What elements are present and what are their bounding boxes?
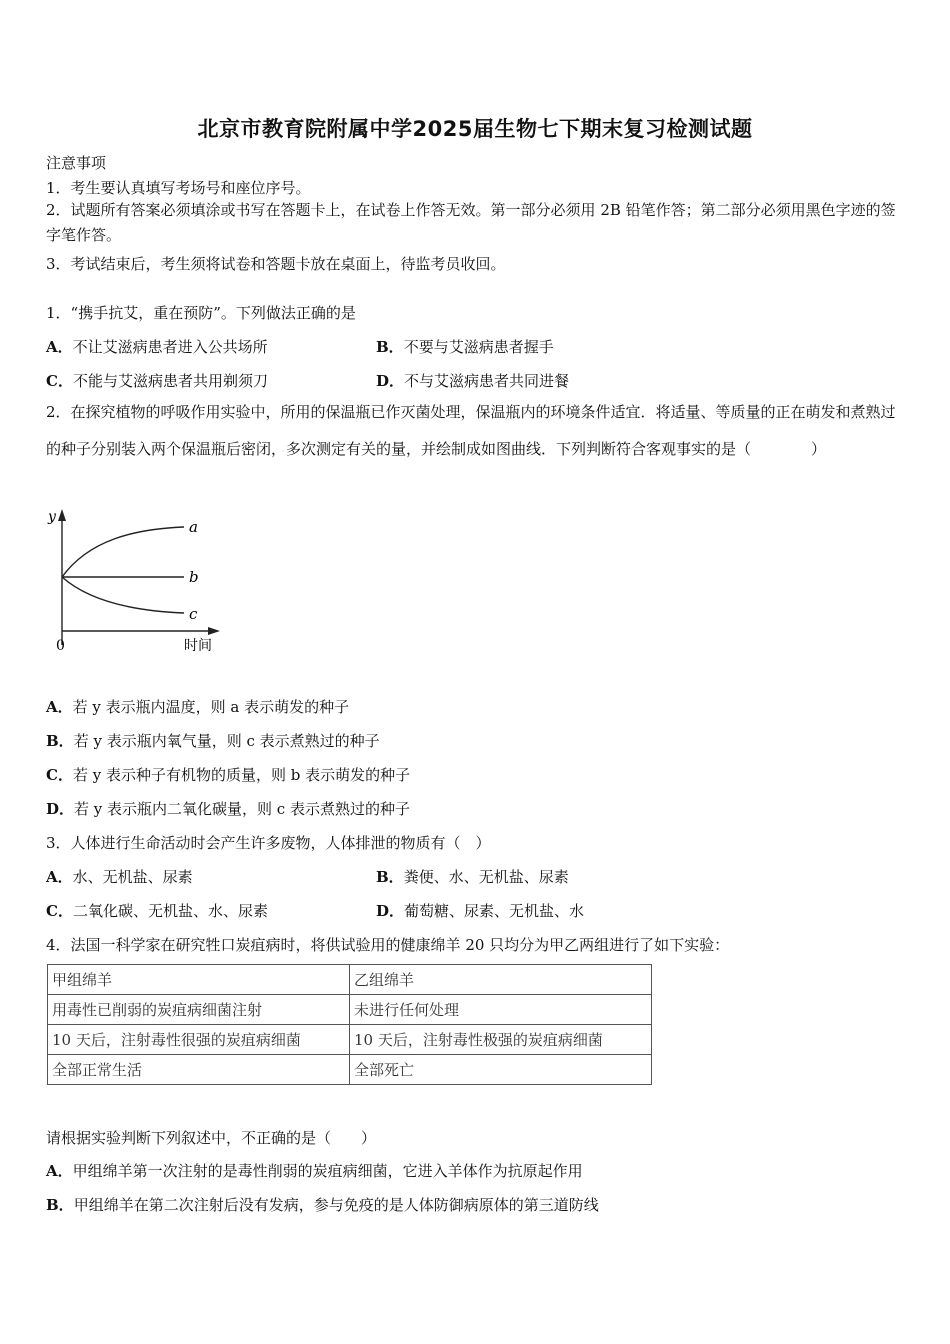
option-label: C． bbox=[46, 902, 73, 920]
notice-item-2: 2．试题所有答案必须填涂或书写在答题卡上，在试卷上作答无效。第一部分必须用 2B 铅笔作答；第二部分必须用黑色字迹的签字笔作答。 bbox=[46, 201, 896, 244]
table-cell: 甲组绵羊 bbox=[48, 965, 350, 995]
table-row bbox=[48, 1055, 652, 1085]
option-text: 不让艾滋病患者进入公共场所 bbox=[72, 338, 268, 356]
option-label: B． bbox=[46, 732, 74, 750]
table-cell: 乙组绵羊 bbox=[350, 965, 652, 995]
q4-experiment-table bbox=[47, 964, 652, 1085]
q4-option-b bbox=[46, 1194, 599, 1215]
table-cell: 未进行任何处理 bbox=[350, 995, 652, 1025]
option-label: A． bbox=[46, 338, 73, 356]
option-label: B． bbox=[376, 868, 404, 886]
q3-stem: 3．人体进行生命活动时会产生许多废物，人体排泄的物质有（ ） bbox=[46, 834, 491, 852]
option-text: 甲组绵羊在第二次注射后没有发病，参与免疫的是人体防御病原体的第三道防线 bbox=[73, 1196, 599, 1214]
q3-option-b bbox=[376, 866, 569, 887]
notice-item-1: 1．考生要认真填写考场号和座位序号。 bbox=[46, 179, 311, 197]
table-cell: 用毒性已削弱的炭疽病细菌注射 bbox=[48, 995, 350, 1025]
option-text: 若 y 表示瓶内温度，则 a 表示萌发的种子 bbox=[72, 698, 350, 716]
option-text: 水、无机盐、尿素 bbox=[72, 868, 193, 886]
option-label: C． bbox=[46, 766, 73, 784]
q3-option-a bbox=[46, 866, 193, 887]
option-label: D． bbox=[46, 800, 75, 818]
table-cell: 全部死亡 bbox=[350, 1055, 652, 1085]
table-cell: 全部正常生活 bbox=[48, 1055, 350, 1085]
curve-a-label: a bbox=[189, 518, 198, 536]
q2-option-d bbox=[46, 798, 410, 819]
option-text: 粪便、水、无机盐、尿素 bbox=[403, 868, 569, 886]
option-text: 二氧化碳、无机盐、水、尿素 bbox=[72, 902, 268, 920]
q2-option-c bbox=[46, 764, 410, 785]
option-label: A． bbox=[46, 698, 73, 716]
option-label: A． bbox=[46, 1162, 73, 1180]
option-text: 不能与艾滋病患者共用剃须刀 bbox=[72, 372, 268, 390]
table-row bbox=[48, 995, 652, 1025]
notice-heading: 注意事项 bbox=[46, 154, 107, 172]
option-label: B． bbox=[46, 1196, 74, 1214]
q2-stem: 2．在探究植物的呼吸作用实验中，所用的保温瓶已作灭菌处理，保温瓶内的环境条件适宜．将适量、等质量的正在萌发和煮熟过的种子分别装入两个保温瓶后密闭，多次测定有关的量，并绘制成如图曲线．下列判断符合客观事实的是（ ） bbox=[46, 403, 896, 458]
option-label: B． bbox=[376, 338, 404, 356]
option-label: D． bbox=[376, 902, 405, 920]
q1-stem: 1．“携手抗艾，重在预防”。下列做法正确的是 bbox=[46, 304, 356, 322]
q4-stem: 4．法国一科学家在研究牲口炭疽病时，将供试验用的健康绵羊 20 只均分为甲乙两组进行了如下实验： bbox=[46, 936, 730, 954]
option-text: 若 y 表示瓶内氧气量，则 c 表示煮熟过的种子 bbox=[73, 732, 380, 750]
q2-graph bbox=[44, 505, 234, 660]
option-label: C． bbox=[46, 372, 73, 390]
table-cell: 10 天后，注射毒性极强的炭疽病细菌 bbox=[350, 1025, 652, 1055]
option-text: 葡萄糖、尿素、无机盐、水 bbox=[404, 902, 585, 920]
origin-label: 0 bbox=[56, 638, 65, 654]
curve-c bbox=[62, 577, 184, 613]
option-text: 甲组绵羊第一次注射的是毒性削弱的炭疽病细菌，它进入羊体作为抗原起作用 bbox=[72, 1162, 583, 1180]
curve-c-label: c bbox=[189, 605, 198, 623]
q1-option-d bbox=[376, 370, 569, 391]
table-row bbox=[48, 965, 652, 995]
y-axis-arrow bbox=[58, 509, 66, 521]
q3-option-c bbox=[46, 900, 268, 921]
table-cell: 10 天后，注射毒性很强的炭疽病细菌 bbox=[48, 1025, 350, 1055]
option-text: 不要与艾滋病患者握手 bbox=[403, 338, 554, 356]
q2-option-b bbox=[46, 730, 380, 751]
option-text: 若 y 表示瓶内二氧化碳量，则 c 表示煮熟过的种子 bbox=[74, 800, 410, 818]
q4-option-a bbox=[46, 1160, 583, 1181]
option-label: D． bbox=[376, 372, 405, 390]
option-text: 若 y 表示种子有机物的质量，则 b 表示萌发的种子 bbox=[72, 766, 411, 784]
y-axis-label: y bbox=[48, 509, 56, 525]
q3-option-d bbox=[376, 900, 584, 921]
q4-question: 请根据实验判断下列叙述中，不正确的是（ ） bbox=[46, 1129, 377, 1147]
q1-option-a bbox=[46, 336, 268, 357]
x-axis-arrow bbox=[208, 627, 220, 635]
table-row bbox=[48, 1025, 652, 1055]
page-title: 北京市教育院附属中学2025届生物七下期末复习检测试题 bbox=[197, 117, 753, 141]
q2-option-a bbox=[46, 696, 349, 717]
x-axis-label: 时间 bbox=[184, 638, 212, 654]
option-text: 不与艾滋病患者共同进餐 bbox=[404, 372, 570, 390]
curve-a bbox=[62, 527, 184, 577]
curve-b-label: b bbox=[189, 568, 199, 586]
q1-option-c bbox=[46, 370, 268, 391]
option-label: A． bbox=[46, 868, 73, 886]
notice-item-3: 3．考试结束后，考生须将试卷和答题卡放在桌面上，待监考员收回。 bbox=[46, 255, 506, 273]
q1-option-b bbox=[376, 336, 554, 357]
